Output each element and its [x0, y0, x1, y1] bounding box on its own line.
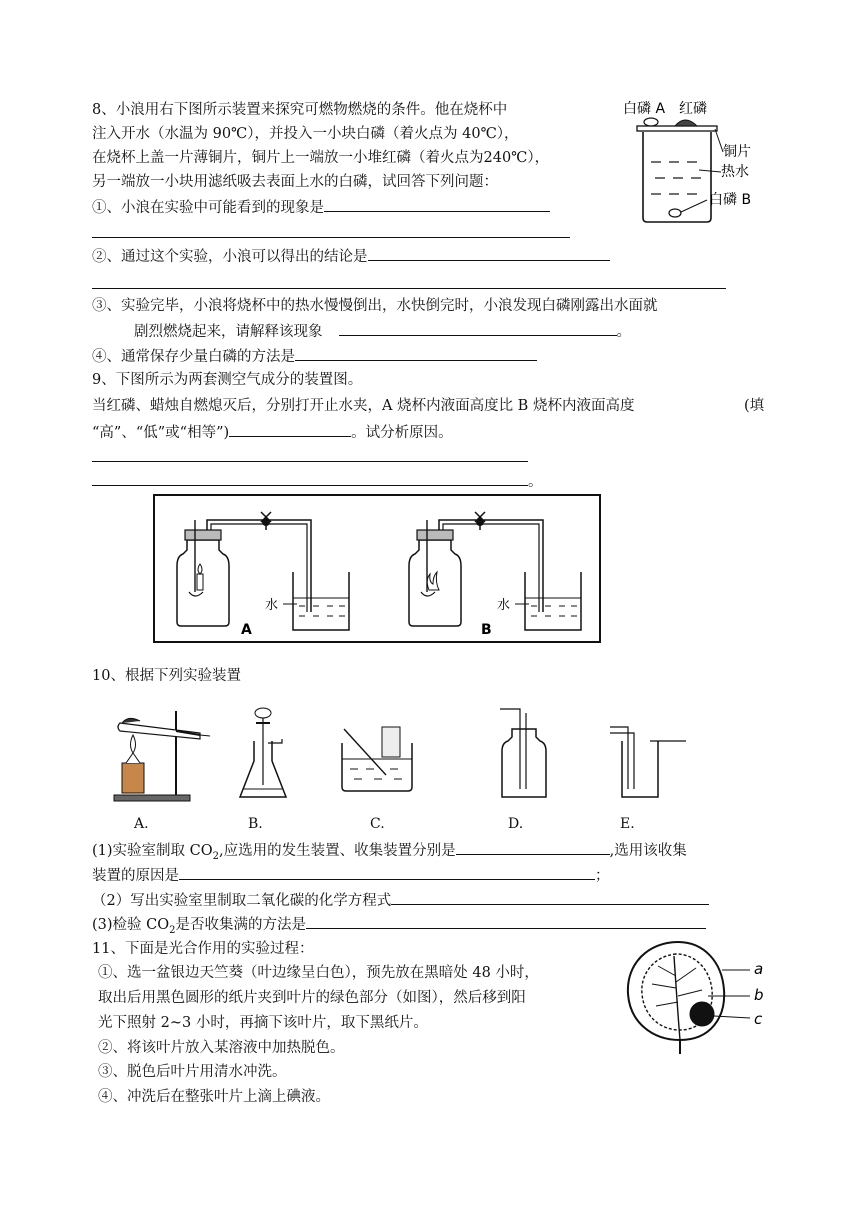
apparatus-D-bottle [500, 709, 546, 797]
q9-line2: 当红磷、蜡烛自燃熄灭后，分别打开止水夹，A 烧杯内液面高度比 B 烧杯内液面高度 [92, 398, 635, 414]
q8-sub4-text: ④、通常保存少量白磷的方法是 [92, 349, 295, 365]
label-apparatus-d: D. [508, 816, 524, 832]
q8-sub2 [92, 246, 610, 267]
q10-p1b-text: 装置的原因是 [92, 868, 179, 884]
q8-line4: 另一端放一小块用滤纸吸去表面上水的白磷，试回答下列问题： [92, 174, 498, 190]
q9-line3b: 。试分析原因。 [351, 425, 453, 441]
q8-sub3b-text: 剧烈燃烧起来，请解释该现象 [134, 324, 323, 340]
label-white-p-a: 白磷 A [623, 101, 666, 117]
q9-line1: 9、下图所示为两套测空气成分的装置图。 [92, 372, 363, 388]
q10-p1a-end: ,选用该收集 [609, 843, 687, 859]
q11-s1a: ①、选一盆银边天竺葵（叶边缘呈白色），预先放在黑暗处 48 小时， [98, 965, 539, 981]
q8-sub3-end: 。 [616, 324, 631, 340]
q10-p1a-sub: 2 [212, 850, 220, 862]
q9-blank-reason-2[interactable] [92, 485, 528, 486]
q11-s1c: 光下照射 2~3 小时，再摘下该叶片，取下黑纸片。 [98, 1015, 428, 1031]
q8-sub2-blank-2[interactable] [92, 288, 726, 289]
q11-title: 11、下面是光合作用的实验过程： [92, 941, 314, 957]
q10-p2-text: （2）写出实验室里制取二氧化碳的化学方程式 [92, 893, 392, 909]
q9-line3a: “高”、“低”或“相等”) [92, 425, 230, 441]
red-phosphorus-pile [675, 120, 697, 126]
label-apparatus-b: B. [248, 816, 263, 832]
q9-blank-reason-1[interactable] [92, 461, 528, 462]
q10-p3-sub: 2 [169, 924, 176, 936]
q11-s1b: 取出后用黑色圆形的纸片夹到叶片的绿色部分（如图），然后移到阳 [98, 990, 526, 1006]
label-b: B [481, 622, 492, 638]
leaf-label-b: b [754, 986, 764, 1004]
label-apparatus-a: A. [134, 816, 149, 832]
q9-figure-frame [154, 495, 600, 642]
phosphorus-flame [427, 572, 439, 590]
label-hot-water: 热水 [721, 164, 749, 180]
clamp-b [475, 512, 485, 530]
q9-blank-answer[interactable] [229, 422, 351, 437]
q10-blank-setup[interactable] [456, 840, 610, 855]
q8-line2: 注入开水（水温为 90℃），并投入一小块白磷（着火点为 40℃）， [92, 126, 519, 142]
q8-line1: 8、小浪用右下图所示装置来探究可燃物燃烧的条件。他在烧杯中 [92, 102, 508, 118]
q10-p3-text: (3)检验 CO [92, 917, 170, 933]
q8-sub3b [134, 321, 631, 342]
label-copper: 铜片 [723, 144, 751, 160]
q8-sub2-blank[interactable] [368, 246, 610, 261]
copper-plate [637, 126, 717, 131]
q10-p1a [92, 840, 687, 867]
apparatus-C-trough [342, 727, 412, 791]
label-apparatus-c: C. [370, 816, 385, 832]
q11-s4: ④、冲洗后在整张叶片上滴上碘液。 [98, 1089, 330, 1105]
q8-sub3-blank[interactable] [339, 321, 617, 336]
q10-p3 [92, 914, 706, 941]
water-label-a: 水 [265, 598, 279, 613]
label-red-p: 红磷 [679, 101, 707, 117]
q10-p1b-end: ； [595, 868, 610, 884]
white-phosphorus-b [669, 209, 681, 217]
q11-s3: ③、脱色后叶片用清水冲洗。 [98, 1064, 287, 1080]
q11-s2: ②、将该叶片放入某溶液中加热脱色。 [98, 1040, 345, 1056]
q9-line2-tail: (填 [744, 398, 765, 414]
q10-blank-reason[interactable] [179, 865, 595, 880]
q8-sub2-text: ②、通过这个实验，小浪可以得出的结论是 [92, 249, 368, 265]
q8-sub1-text: ①、小浪在实验中可能看到的现象是 [92, 200, 324, 216]
q10-p1a-text: (1)实验室制取 CO [92, 843, 213, 859]
q8-sub1 [92, 197, 550, 218]
label-apparatus-e: E. [620, 816, 635, 832]
apparatus-a [177, 512, 349, 638]
q10-apparatus-row [110, 705, 690, 807]
water-label-b: 水 [497, 598, 511, 613]
clamp-a [261, 512, 271, 530]
q10-p1b [92, 865, 610, 886]
q8-sub4-blank[interactable] [295, 346, 537, 361]
leaf-label-a: a [754, 960, 764, 978]
candle-flame [198, 564, 202, 574]
q10-blank-equation[interactable] [391, 890, 709, 905]
q8-sub1-blank-2[interactable] [92, 237, 570, 238]
q8-beaker-figure [615, 100, 775, 226]
q11-leaf-figure [618, 936, 770, 1058]
apparatus-E-bottle [610, 727, 686, 797]
label-white-p-b: 白磷 B [709, 192, 752, 208]
q9-apparatus-figure [153, 494, 601, 644]
apparatus-A-heating [114, 711, 210, 801]
black-paper-circle [690, 1002, 714, 1026]
q10-p2 [92, 890, 709, 911]
q8-sub1-blank[interactable] [324, 197, 550, 212]
q9-line5-end: 。 [528, 474, 543, 490]
label-a: A [241, 622, 252, 638]
leaf-label-c: c [754, 1010, 763, 1028]
q10-p3-tail: 是否收集满的方法是 [175, 917, 307, 933]
q10-p1a-tail: ,应选用的发生装置、收集装置分别是 [219, 843, 456, 859]
q10-blank-check[interactable] [306, 914, 706, 929]
q8-line3: 在烧杯上盖一片薄铜片，铜片上一端放一小堆红磷（着火点为240℃）， [92, 150, 550, 166]
q8-sub3a: ③、实验完毕，小浪将烧杯中的热水慢慢倒出，水快倒完时，小浪发现白磷刚露出水面就 [92, 298, 658, 314]
white-phosphorus-a [644, 118, 658, 126]
apparatus-B-flask [240, 708, 286, 797]
q9-line3 [92, 422, 453, 443]
q8-sub4 [92, 346, 537, 367]
apparatus-b [409, 512, 581, 638]
q10-title: 10、根据下列实验装置 [92, 668, 241, 684]
